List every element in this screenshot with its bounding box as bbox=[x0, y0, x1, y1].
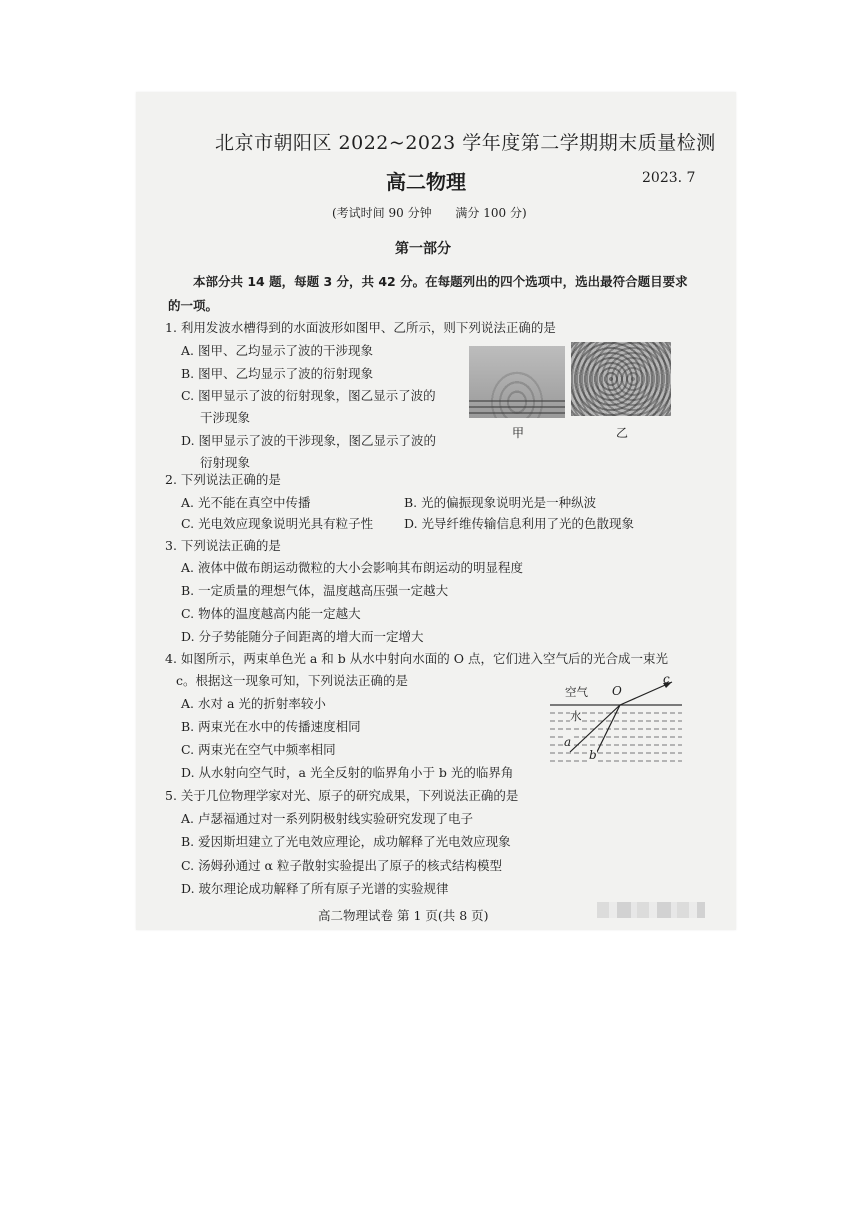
q4-option-b: B. 两束光在水中的传播速度相同 bbox=[181, 719, 361, 734]
question-1-stem: 1. 利用发波水槽得到的水面波形如图甲、乙所示，则下列说法正确的是 bbox=[165, 320, 556, 335]
label-o: O bbox=[612, 684, 622, 698]
wave-figure-jia bbox=[469, 346, 565, 418]
q1-option-a: A. 图甲、乙均显示了波的干涉现象 bbox=[181, 343, 373, 358]
section-title: 第一部分 bbox=[395, 241, 451, 257]
score-note: 满分 100 分) bbox=[455, 206, 527, 220]
section-instruction: 本部分共 14 题，每题 3 分，共 42 分。在每题列出的四个选项中，选出最符合题目要求的一项。 bbox=[168, 274, 688, 313]
label-air: 空气 bbox=[565, 685, 588, 699]
q1-option-d-cont: 衍射现象 bbox=[200, 455, 251, 470]
q4-option-c: C. 两束光在空气中频率相同 bbox=[181, 742, 336, 757]
question-5-stem: 5. 关于几位物理学家对光、原子的研究成果，下列说法正确的是 bbox=[165, 788, 519, 803]
blurred-watermark bbox=[597, 902, 705, 918]
time-note: (考试时间 90 分钟 bbox=[332, 206, 432, 220]
label-water: 水 bbox=[570, 709, 582, 723]
q5-option-b: B. 爱因斯坦建立了光电效应理论，成功解释了光电效应现象 bbox=[181, 834, 511, 849]
page-footer: 高二物理试卷 第 1 页(共 8 页) bbox=[318, 908, 489, 923]
q5-option-c: C. 汤姆孙通过 α 粒子散射实验提出了原子的核式结构模型 bbox=[181, 858, 502, 873]
q2-option-d: D. 光导纤维传输信息利用了光的色散现象 bbox=[404, 516, 635, 531]
subject-title: 高二物理 bbox=[386, 170, 466, 194]
wave-figure-yi bbox=[571, 342, 671, 416]
q3-option-d: D. 分子势能随分子间距离的增大而一定增大 bbox=[181, 629, 424, 644]
exam-title: 北京市朝阳区 2022~2023 学年度第二学期期末质量检测 bbox=[215, 132, 716, 154]
question-4-stem-cont: c。根据这一现象可知，下列说法正确的是 bbox=[176, 673, 409, 688]
label-c: c bbox=[663, 672, 670, 686]
q4-option-a: A. 水对 a 光的折射率较小 bbox=[181, 696, 326, 711]
label-b: b bbox=[589, 748, 597, 762]
figure-label-jia: 甲 bbox=[512, 426, 525, 440]
label-a: a bbox=[564, 735, 572, 749]
q5-option-d: D. 玻尔理论成功解释了所有原子光谱的实验规律 bbox=[181, 881, 449, 896]
q1-option-d: D. 图甲显示了波的干涉现象，图乙显示了波的 bbox=[181, 433, 437, 448]
exam-date: 2023. 7 bbox=[642, 170, 696, 186]
question-2-stem: 2. 下列说法正确的是 bbox=[165, 472, 281, 487]
q2-option-a: A. 光不能在真空中传播 bbox=[181, 495, 311, 510]
exam-note bbox=[322, 204, 537, 221]
question-3-stem: 3. 下列说法正确的是 bbox=[165, 538, 281, 553]
q1-option-c-cont: 干涉现象 bbox=[200, 410, 251, 425]
figure-label-yi: 乙 bbox=[616, 426, 629, 440]
q2-option-b: B. 光的偏振现象说明光是一种纵波 bbox=[404, 495, 597, 510]
q3-option-b: B. 一定质量的理想气体，温度越高压强一定越大 bbox=[181, 583, 449, 598]
q5-option-a: A. 卢瑟福通过对一系列阴极射线实验研究发现了电子 bbox=[181, 811, 473, 826]
q1-option-b: B. 图甲、乙均显示了波的衍射现象 bbox=[181, 366, 374, 381]
q2-option-c: C. 光电效应现象说明光具有粒子性 bbox=[181, 516, 374, 531]
q3-option-c: C. 物体的温度越高内能一定越大 bbox=[181, 606, 361, 621]
q4-option-d: D. 从水射向空气时，a 光全反射的临界角小于 b 光的临界角 bbox=[181, 765, 514, 780]
q1-option-c: C. 图甲显示了波的衍射现象，图乙显示了波的 bbox=[181, 388, 436, 403]
question-4-stem: 4. 如图所示，两束单色光 a 和 b 从水中射向水面的 O 点，它们进入空气后的光合成一束光 bbox=[165, 651, 668, 666]
q3-option-a: A. 液体中做布朗运动微粒的大小会影响其布朗运动的明显程度 bbox=[181, 560, 523, 575]
